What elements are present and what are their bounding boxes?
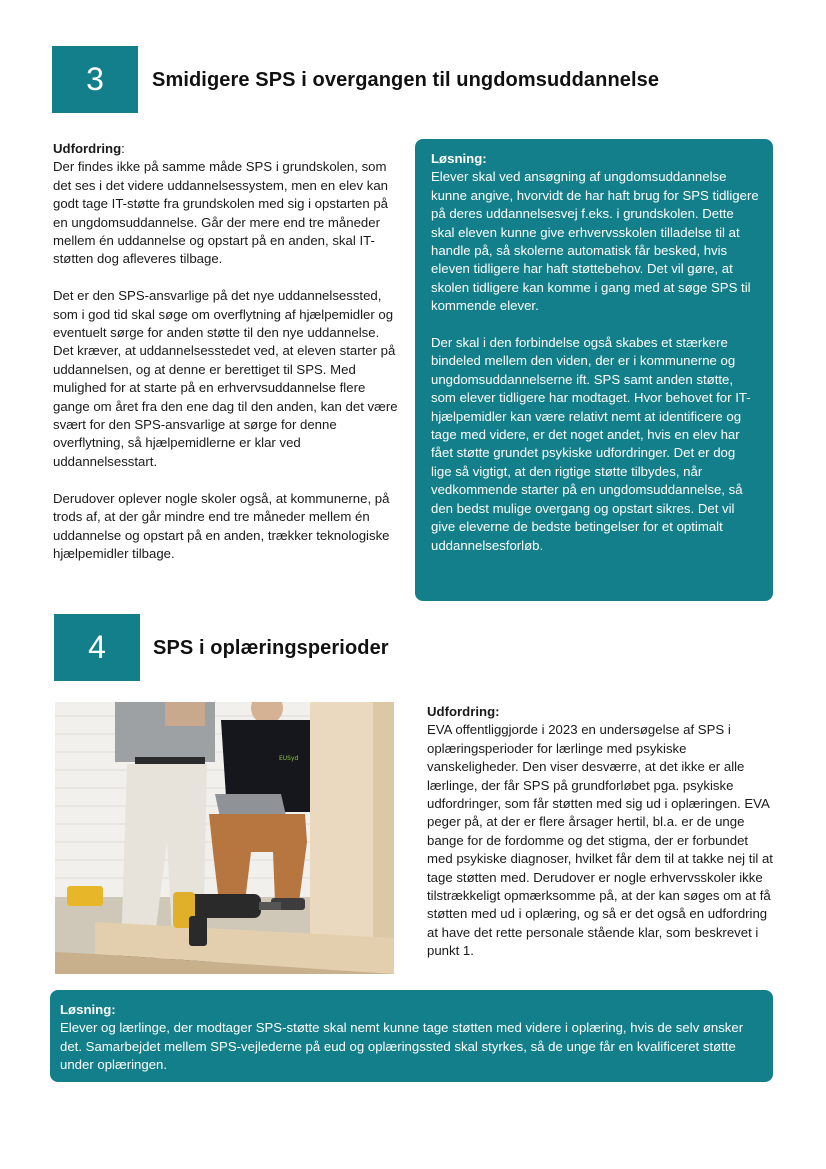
section-3-solution-paragraph-2: Der skal i den forbindelse også skabes et stærkere bindeled mellem den viden, der er i kommunerne og ungdomsuddannelserne ift. SPS samt anden støtte, som elever tidligere har modtaget. Hvor behovet for IT-hjælpemidler kan være relativt nemt at identificere og tage med videre, er det noget andet, hvis en elev har fået støtte grundet psykiske udfordringer. Det er dog lige så vigtigt, at den rigtige støtte tilbydes, når vedkommende starter på en ungdomsuddannelse, så den bedst mulige overgang og opstart sikres. Det vil give eleverne de bedste betingelser for et optimalt uddannelsesforløb. (431, 335, 751, 553)
section-3-challenge (53, 140, 399, 582)
section-3-number: 3 (52, 46, 138, 113)
apprentices-illustration (55, 702, 394, 974)
section-4-challenge (427, 703, 773, 979)
section-3-solution-label: Løsning: (431, 151, 487, 166)
section-3-challenge-label: Udfordring (53, 141, 122, 156)
section-4-title: SPS i oplæringsperioder (153, 637, 389, 659)
section-3-challenge-paragraph-1: Der findes ikke på samme måde SPS i grundskolen, som det ses i det videre uddannelsessystem, men en elev kan godt tage IT-støtte fra grundskolen med sig i opstarten på en ungdomsuddannelse. Går der mere end tre måneder mellem én uddannelse og opstart på en anden, skal IT-støtten dog afleveres tilbage. (53, 159, 389, 267)
section-3-challenge-paragraph-2: Det er den SPS-ansvarlige på det nye uddannelsessted, som i god tid skal søge om overflytning af hjælpemidler og eventuelt sørge for anden støtte til den nye uddannelse. Det kræver, at uddannelsesstedet ved, at eleven starter på uddannelsen, og at denne er berettiget til SPS. Med mulighed for at starte på en erhvervsuddannelse flere gange om året fra den ene dag til den anden, kan det være svært for den SPS-ansvarlige at sørge for denne overflytning, så hjælpemidlerne er klar ved uddannelsesstart. (53, 288, 398, 469)
section-3-challenge-paragraph-3: Derudover oplever nogle skoler også, at kommunerne, på trods af, at der går mindre end tre måneder mellem én uddannelse og opstart på en anden, trækker teknologiske hjælpemidler tilbage. (53, 490, 390, 561)
section-4-solution-label: Løsning: (60, 1002, 116, 1017)
section-3-challenge-label-suffix: : (121, 141, 125, 156)
shirt-logo: EUSyd (279, 755, 299, 762)
section-3-solution-box (415, 139, 773, 601)
section-3-solution-paragraph-1: Elever skal ved ansøgning af ungdomsuddannelse kunne angive, hvorvidt de har haft brug for SPS tidligere på deres uddannelsesvej f.eks. i grundskolen. Dette skal eleven kunne give erhvervsskolen tilladelse til at handle på, så skolerne automatisk får besked, hvis eleven tidligere har haft støttebehov. Det vil gøre, at skolen tidligere kan komme i gang med at søge SPS til kommende elever. (431, 169, 759, 314)
section-4-challenge-label: Udfordring: (427, 704, 500, 719)
section-3-title: Smidigere SPS i overgangen til ungdomsuddannelse (152, 69, 660, 91)
section-4-solution-paragraph-1: Elever og lærlinge, der modtager SPS-støtte skal nemt kunne tage støtten med videre i oplæring, hvis de selv ønsker det. Samarbejdet mellem SPS-vejlederne på eud og oplæringssted skal styrkes, så de unge får en kvalificeret støtte under oplæringen. (60, 1020, 744, 1073)
section-3-challenge-heading (53, 140, 399, 158)
section-4-challenge-paragraph-1: EVA offentliggjorde i 2023 en undersøgelse af SPS i oplæringsperioder for lærlinge med psykiske vanskeligheder. Den viser desværre, at det ikke er alle lærlinge, der får SPS på grundforløbet pga. psykiske udfordringer, som får støtten med sig ud i oplæringen. EVA peger på, at der er flere årsager hertil, bl.a. er de unge bange for de fordomme og det stigma, der er forbundet med psykiske diagnoser, hvilket får dem til at takke nej til at tage støtten med. Derudover er nogle erhvervsskoler ikke tilstrækkeligt opmærksomme på, at der kan søges om at få støtten med ud i oplæring, og så er det også en udfordring at have det rette personale stående klar, som beskrevet i punkt 1. (427, 722, 773, 959)
section-4-number: 4 (54, 614, 140, 681)
apprentices-photo (55, 702, 394, 974)
section-4-solution-box (50, 990, 773, 1082)
